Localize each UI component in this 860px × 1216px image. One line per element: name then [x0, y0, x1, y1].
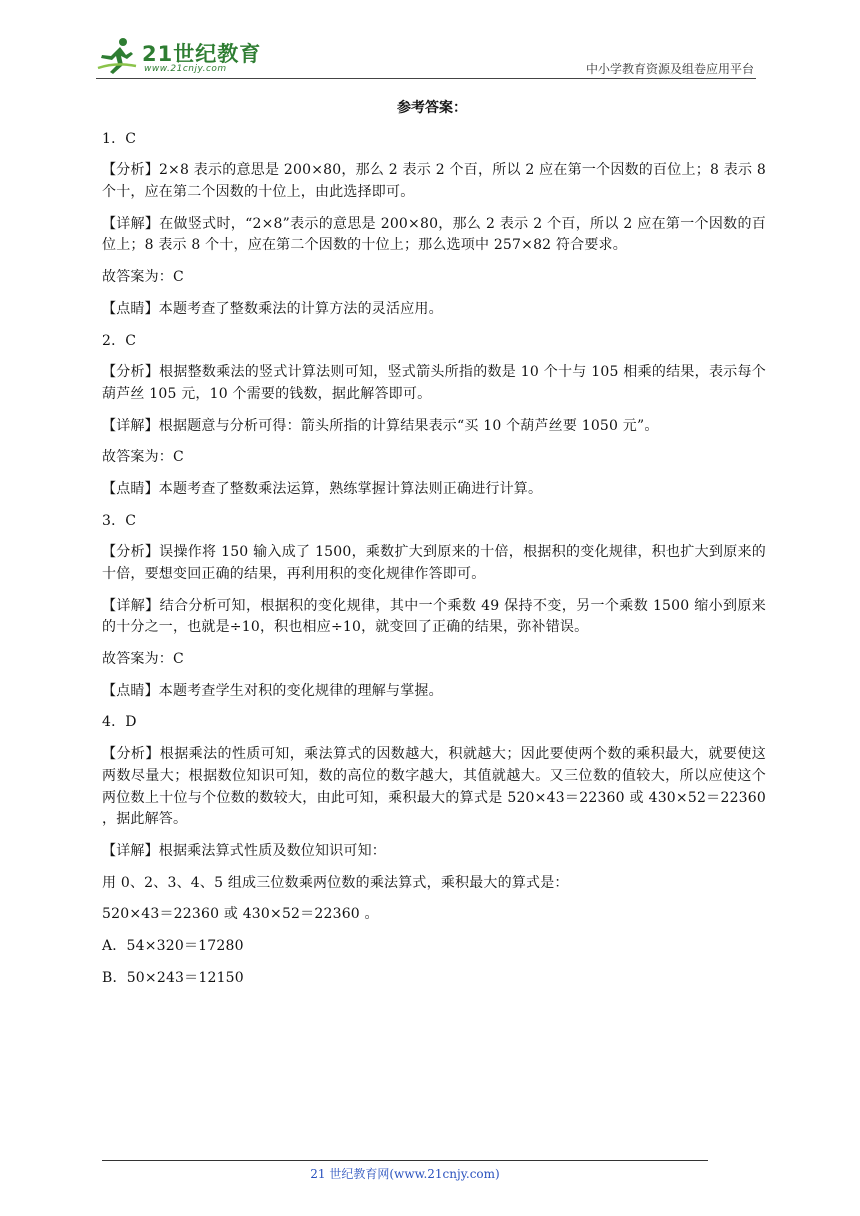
logo-text: 21世纪教育 [142, 42, 262, 66]
answer-paragraph: 【详解】根据乘法算式性质及数位知识可知： [102, 842, 386, 859]
answer-paragraph: 2．C [102, 332, 137, 349]
answer-paragraph: B．50×243＝12150 [102, 969, 244, 986]
header-divider [96, 78, 756, 79]
runner-logo-icon [96, 36, 140, 76]
answer-paragraph: 【分析】根据乘法的性质可知，乘法算式的因数越大，积就越大；因此要使两个数的乘积最大，就要使这两数尽量大；根据数位知识可知，数的高位的数字越大，其值就越大。又三位数的值较大，所以应使这个两位数上十位与个位数的数较大，由此可知，乘积最大的算式是 520×43＝22360 或 430×52＝22360 ，据此解答。 [102, 746, 766, 828]
answer-paragraph: 【详解】在做竖式时，“2×8”表示的意思是 200×80，那么 2 表示 2 个百，所以 2 应在第一个因数的百位上；8 表示 8 个十，应在第二个因数的十位上；那么选项中 257×82 符合要求。 [102, 215, 766, 254]
page-title: 参考答案： [397, 100, 467, 116]
answer-paragraph: 4．D [102, 714, 137, 731]
answer-paragraph: A．54×320＝17280 [102, 937, 244, 954]
answer-paragraph: 【点睛】本题考查了整数乘法的计算方法的灵活应用。 [102, 300, 443, 317]
platform-name: 中小学教育资源及组卷应用平台 [585, 62, 754, 76]
answer-paragraph: 故答案为：C [102, 269, 184, 286]
answer-paragraph: 【详解】结合分析可知，根据积的变化规律，其中一个乘数 49 保持不变，另一个乘数 1500 缩小到原来的十分之一，也就是÷10，积也相应÷10，就变回了正确的结果，弥补错误。 [102, 597, 766, 636]
logo-url: www.21cnjy.com [144, 64, 227, 74]
answer-paragraph: 故答案为：C [102, 651, 184, 668]
answer-paragraph: 【分析】2×8 表示的意思是 200×80，那么 2 表示 2 个百，所以 2 应在第一个因数的百位上；8 表示 8 个十，应在第二个因数的十位上，由此选择即可。 [102, 162, 766, 201]
answer-paragraph: 1．C [102, 130, 137, 147]
answer-paragraph: 【分析】根据整数乘法的竖式计算法则可知，竖式箭头所指的数是 10 个十与 105 相乘的结果，表示每个葫芦丝 105 元，10 个需要的钱数，据此解答即可。 [102, 364, 766, 402]
paragraph-list [102, 129, 766, 990]
answer-paragraph: 【点睛】本题考查学生对积的变化规律的理解与掌握。 [102, 682, 443, 699]
answer-paragraph: 用 0、2、3、4、5 组成三位数乘两位数的乘法算式，乘积最大的算式是： [102, 874, 569, 891]
answer-paragraph: 520×43＝22360 或 430×52＝22360 。 [102, 906, 379, 923]
answer-paragraph: 【点睛】本题考查了整数乘法运算，熟练掌握计算法则正确进行计算。 [102, 480, 543, 497]
answer-content [102, 98, 766, 999]
footer-divider [102, 1160, 708, 1161]
page-header [96, 34, 756, 80]
answer-paragraph: 【详解】根据题意与分析可得：箭头所指的计算结果表示“买 10 个葫芦丝要 1050 元”。 [102, 417, 659, 434]
answer-paragraph: 3．C [102, 512, 137, 529]
answer-paragraph: 【分析】误操作将 150 输入成了 1500，乘数扩大到原来的十倍，根据积的变化规律，积也扩大到原来的十倍，要想变回正确的结果，再利用积的变化规律作答即可。 [102, 544, 766, 582]
page-footer: 21 世纪教育网(www.21cnjy.com) [310, 1167, 500, 1181]
logo [96, 34, 266, 78]
answer-paragraph: 故答案为：C [102, 449, 184, 466]
